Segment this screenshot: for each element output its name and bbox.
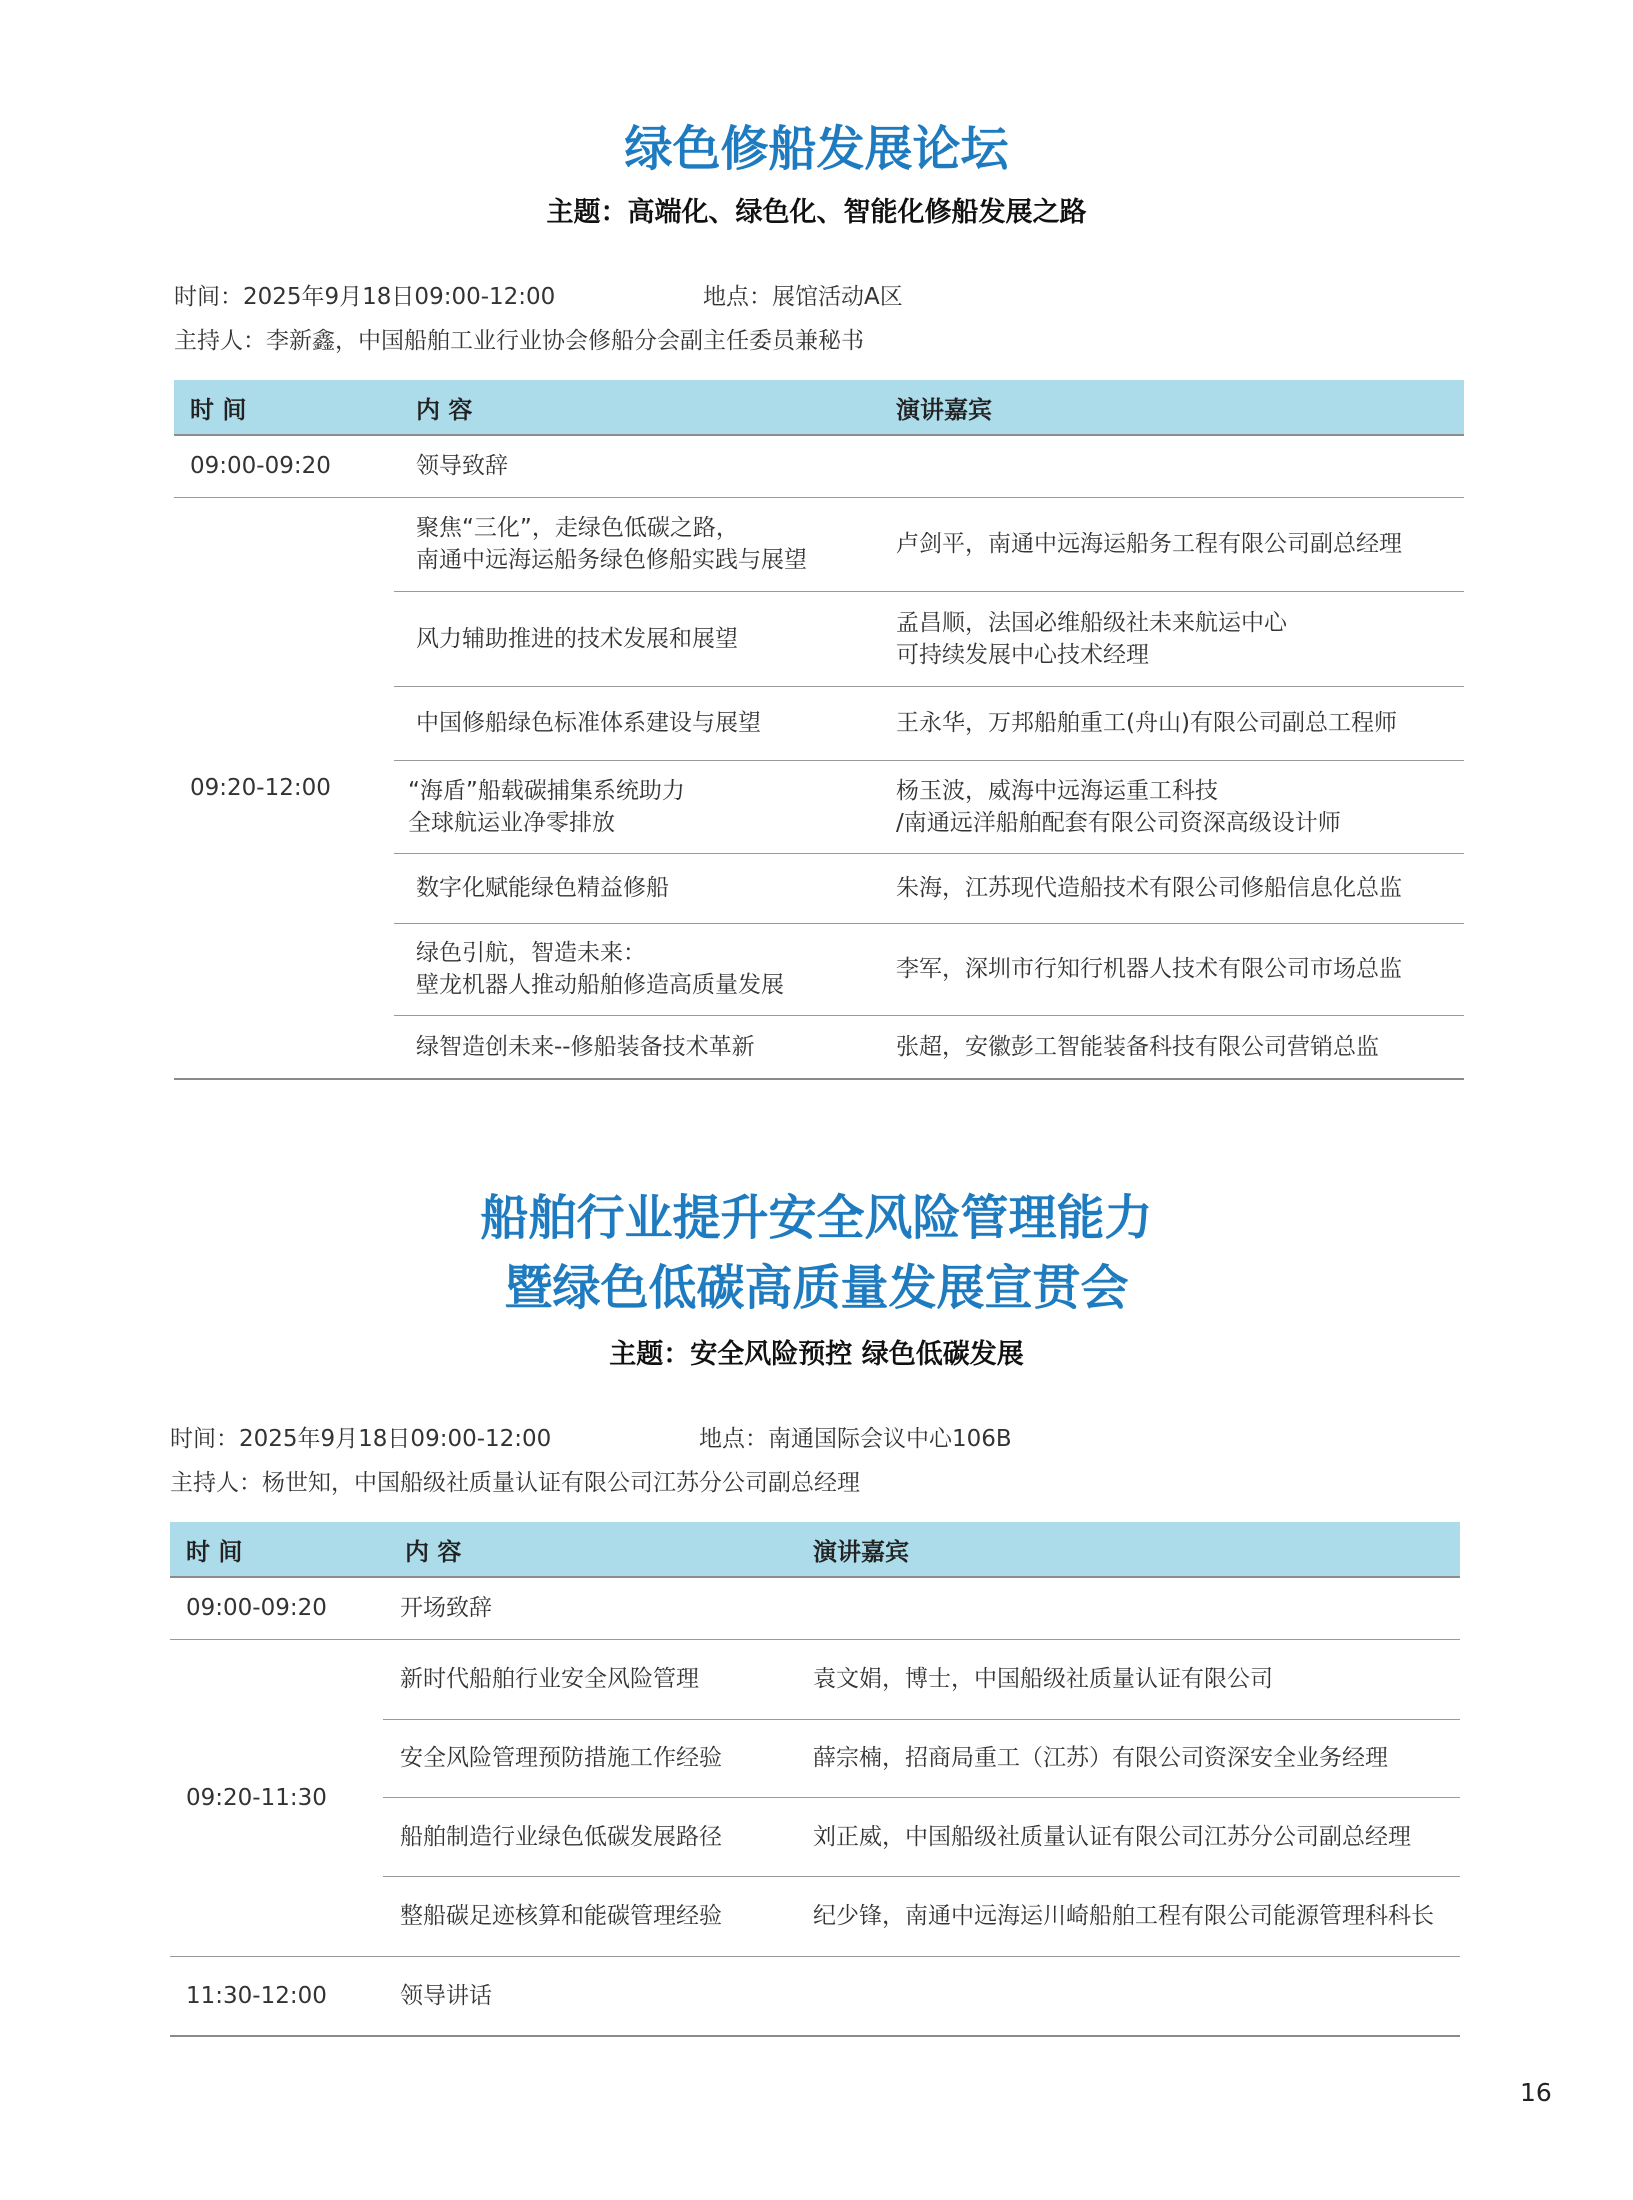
table-row	[174, 497, 1464, 591]
session-speaker: 刘正威，中国船级社质量认证有限公司江苏分公司副总经理	[791, 1797, 1460, 1876]
session-content: 数字化赋能绿色精益修船	[394, 853, 874, 923]
session-content: 中国修船绿色标准体系建设与展望	[394, 686, 874, 760]
session-speaker: 纪少锋，南通中远海运川崎船舶工程有限公司能源管理科科长	[791, 1876, 1460, 1956]
row-time: 09:00-09:20	[174, 435, 394, 497]
header-speaker: 演讲嘉宾	[874, 380, 1464, 435]
session-speaker: 卢剑平，南通中远海运船务工程有限公司副总经理	[874, 497, 1464, 591]
forum1-schedule-table	[174, 380, 1464, 1080]
forum1-location: 地点：展馆活动A区	[703, 284, 903, 310]
forum2-title-line2: 暨绿色低碳高质量发展宣贯会	[504, 1260, 1129, 1316]
forum1-host: 主持人：李新鑫，中国船舶工业行业协会修船分会副主任委员兼秘书	[174, 328, 864, 354]
forum2-host: 主持人：杨世知，中国船级社质量认证有限公司江苏分公司副总经理	[170, 1470, 860, 1496]
session-speaker: 袁文娟，博士，中国船级社质量认证有限公司	[791, 1639, 1460, 1719]
session-content: 安全风险管理预防措施工作经验	[383, 1719, 791, 1797]
table-header-row	[174, 380, 1464, 435]
session-speaker: 孟昌顺，法国必维船级社未来航运中心 可持续发展中心技术经理	[874, 591, 1464, 686]
session-speaker: 张超，安徽彭工智能装备科技有限公司营销总监	[874, 1015, 1464, 1079]
session-content: 聚焦“三化”，走绿色低碳之路， 南通中远海运船务绿色修船实践与展望	[394, 497, 874, 591]
forum2-time: 时间：2025年9月18日09:00-12:00	[170, 1426, 552, 1452]
page-number: 16	[1520, 2078, 1552, 2107]
session-speaker: 李军，深圳市行知行机器人技术有限公司市场总监	[874, 923, 1464, 1015]
session-speaker: 薛宗楠，招商局重工（江苏）有限公司资深安全业务经理	[791, 1719, 1460, 1797]
row-speaker	[791, 1956, 1460, 2036]
session-speaker: 朱海，江苏现代造船技术有限公司修船信息化总监	[874, 853, 1464, 923]
row-speaker	[874, 435, 1464, 497]
table-header-row	[170, 1522, 1460, 1577]
forum2-theme: 主题：安全风险预控 绿色低碳发展	[609, 1339, 1024, 1370]
session-content: 新时代船舶行业安全风险管理	[383, 1639, 791, 1719]
session-content: 绿智造创未来--修船装备技术革新	[394, 1015, 874, 1079]
table-row	[170, 1956, 1460, 2036]
forum2-location: 地点：南通国际会议中心106B	[699, 1426, 1012, 1452]
forum2-title-line1: 船舶行业提升安全风险管理能力	[480, 1190, 1153, 1246]
session-content: 整船碳足迹核算和能碳管理经验	[383, 1876, 791, 1956]
session-content: “海盾”船载碳捕集系统助力 全球航运业净零排放	[394, 760, 874, 853]
block-time: 09:20-12:00	[174, 497, 394, 1079]
session-content: 绿色引航，智造未来： 壁龙机器人推动船舶修造高质量发展	[394, 923, 874, 1015]
row-speaker	[791, 1577, 1460, 1639]
forum1-theme: 主题：高端化、绿色化、智能化修船发展之路	[546, 197, 1087, 228]
row-time: 11:30-12:00	[170, 1956, 383, 2036]
header-time: 时 间	[174, 380, 394, 435]
session-speaker: 杨玉波，威海中远海运重工科技 /南通远洋船舶配套有限公司资深高级设计师	[874, 760, 1464, 853]
forum1-title: 绿色修船发展论坛	[624, 121, 1009, 177]
session-content: 风力辅助推进的技术发展和展望	[394, 591, 874, 686]
table-row	[170, 1639, 1460, 1719]
block-time: 09:20-11:30	[170, 1639, 383, 1956]
forum1-time: 时间：2025年9月18日09:00-12:00	[174, 284, 556, 310]
row-content: 领导讲话	[383, 1956, 791, 2036]
row-time: 09:00-09:20	[170, 1577, 383, 1639]
header-content: 内 容	[383, 1522, 791, 1577]
session-content: 船舶制造行业绿色低碳发展路径	[383, 1797, 791, 1876]
header-time: 时 间	[170, 1522, 383, 1577]
header-speaker: 演讲嘉宾	[791, 1522, 1460, 1577]
table-row	[174, 435, 1464, 497]
session-speaker: 王永华，万邦船舶重工(舟山)有限公司副总工程师	[874, 686, 1464, 760]
table-row	[170, 1577, 1460, 1639]
row-content: 开场致辞	[383, 1577, 791, 1639]
forum2-schedule-table	[170, 1522, 1460, 2037]
row-content: 领导致辞	[394, 435, 874, 497]
header-content: 内 容	[394, 380, 874, 435]
